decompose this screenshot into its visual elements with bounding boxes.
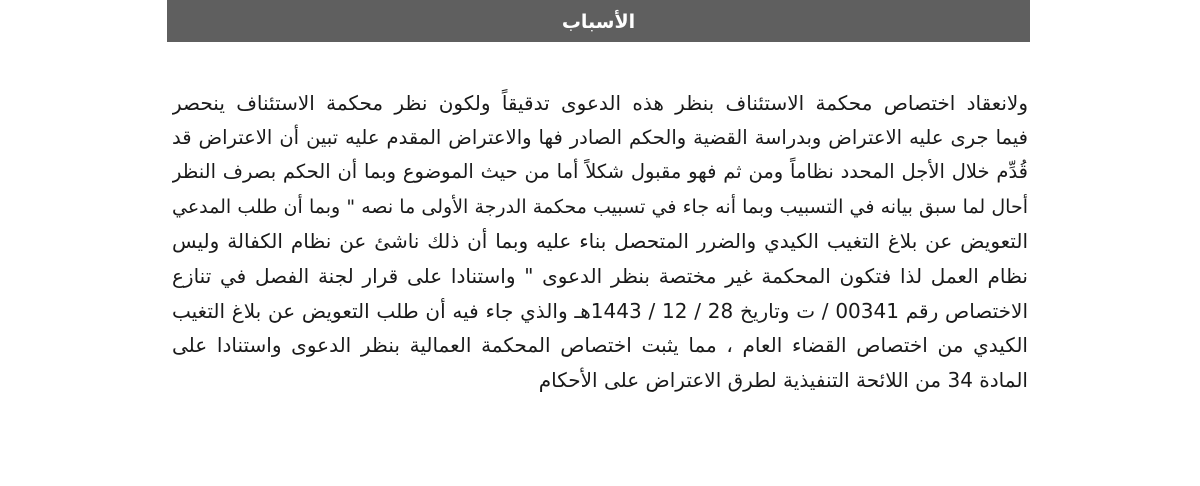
reasons-paragraph [172,86,1028,397]
section-header-bar [167,0,1030,42]
paragraph-line: الكيدي من اختصاص القضاء العام ، مما يثبت اختصاص المحكمة العمالية بنظر الدعوى واستنادا على [172,333,1028,358]
paragraph-line: التعويض عن بلاغ التغيب الكيدي والضرر المتحصل بناء عليه وبما أن ذلك ناشئ عن نظام الكفالة وليس [172,229,1028,254]
paragraph-line: فيما جرى عليه الاعتراض وبدراسة القضية والحكم الصادر فها والاعتراض المقدم عليه تبين أن الاعتراض قد [172,125,1028,149]
paragraph-line: المادة 34 من اللائحة التنفيذية لطرق الاعتراض على الأحكام [538,367,1028,392]
paragraph-line: الاختصاص رقم 00341 / ت وتاريخ 28 / 12 / 1443هـ والذي جاء فيه أن طلب التعويض عن بلاغ التغيب [172,298,1028,323]
paragraph-line: ولانعقاد اختصاص محكمة الاستئناف بنظر هذه الدعوى تدقيقاً ولكون نظر محكمة الاستئناف ينحصر [172,91,1028,115]
paragraph-line: نظام العمل لذا فتكون المحكمة غير مختصة بنظر الدعوى " واستنادا على قرار لجنة الفصل في تنازع [172,263,1028,288]
paragraph-line: أحال لما سبق بيانه في التسبيب وبما أنه جاء في تسبيب محكمة الدرجة الأولى ما نصه " وبما أن طلب المدعي [172,195,1028,218]
section-title: الأسباب [561,11,636,33]
paragraph-line: قُدِّم خلال الأجل المحدد نظاماً ومن ثم فهو مقبول شكلاً أما من حيث الموضوع وبما أن الحكم بصرف النظر [172,160,1028,184]
